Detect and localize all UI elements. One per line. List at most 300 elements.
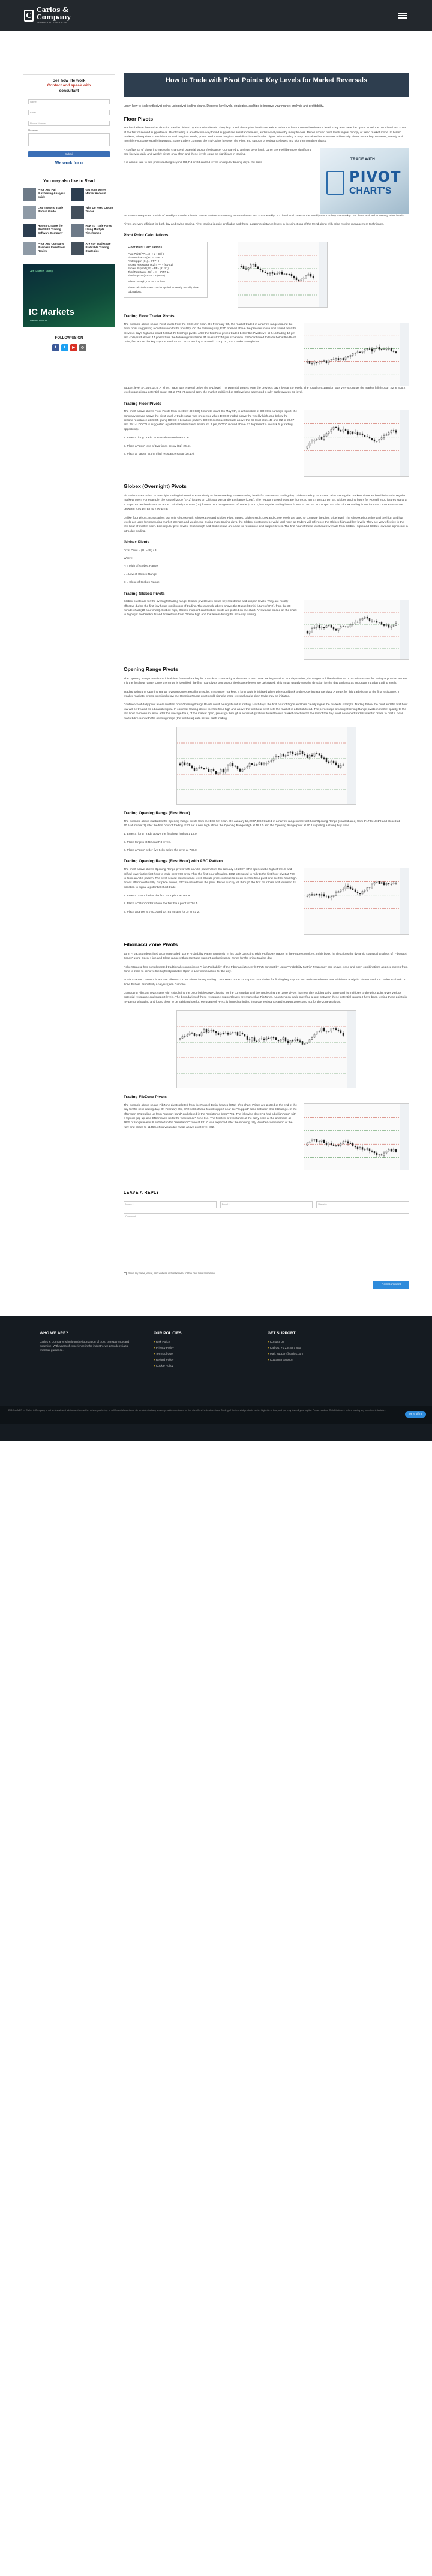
list-step: 1. Enter a "long" trade 3 cents above resistance at [124, 437, 189, 440]
candle-body [338, 628, 339, 631]
formula-line: Pivot Point = (H+L+C) / 3 [124, 549, 157, 552]
related-post-title[interactable]: Price And Company Business Investment Review [38, 242, 65, 252]
candle-body [237, 1033, 238, 1036]
paragraph: John F. Jackson described a concept called "Zone Probability Pattern Analysis" in his book Detecting High Profit Day Trades in the Futures Markets. In his book, he describes the dynamic statistical analysis of "Fibonacci Zones" using Open, High and Close range with percentage support and resistance zones for the prime trading day. [124, 952, 407, 961]
email-field[interactable]: Email [28, 110, 110, 115]
candle-body [191, 766, 193, 768]
candle-body [340, 627, 341, 628]
candle-body [331, 897, 332, 898]
image-charts-text: CHART'S [349, 185, 392, 196]
footer-link-label[interactable]: Privacy Policy [155, 1346, 174, 1350]
footer-link[interactable]: ▸ Customer Support [268, 1359, 293, 1362]
candle-body [267, 273, 268, 274]
candle-body [249, 763, 250, 766]
section-title: Pivot Point Calculations [124, 233, 169, 238]
candle-body [335, 893, 337, 895]
message-field[interactable] [28, 133, 110, 146]
price-chart-image [176, 1010, 356, 1088]
brand-line2: Company [37, 13, 71, 21]
candle-body [302, 751, 303, 754]
candle-body [345, 357, 346, 360]
chart-background [177, 1011, 356, 1088]
candle-body [326, 758, 327, 762]
paragraph: The chart above shows Floor Pivots from the Dow (DOCO) 5 minute chart. On May 9th, in anticipation of DOCO's earnings report, the company moved above the pivot level. A trade setup was presented when DOCO traded above the weekly high, and below the second resistance at 23.85 giving DOCO a breakout pattern. DOCO continued to trade above the S2 level at 24.49 and R2 at 23.97 and 25.14. DOCO is suggested a potential bullish trend. At around 2 pm, DOCO moved above R3 to present a low risk buy trading opportunity. [124, 410, 298, 431]
candle-body [391, 1149, 392, 1151]
candle-body [213, 1030, 214, 1032]
follow-us [23, 336, 115, 351]
list-step: 3. Place a "target" at the third resistance R3 at (26.17). [124, 452, 195, 456]
candle-body [321, 895, 322, 896]
candle-body [338, 765, 339, 768]
candle-body [220, 769, 221, 772]
candle-body [280, 1040, 281, 1041]
candle-body [357, 1147, 358, 1149]
candle-body [335, 427, 337, 428]
candle-body [376, 881, 377, 883]
footer-about [40, 1331, 130, 1371]
candle-body [191, 1033, 193, 1034]
paragraph: Traders believe the market direction can be divined by Floor Pivot levels. They buy or sell these pivot levels and exit at either the first or second resistance level. They also have the option to sell the pivot level and cover at the first or second support level. Pivot trading is an effective way to find support and resistance levels, and is widely used by many traders. Prices around pivot levels signal choppy or trend market mode. In bullish markets, when prices consolidate around the pivot levels, prices tend to see the pivot level direction and trader higher. Pivot trading is very neutral and most traders utilize daily Pivots for trading. However, weekly and monthly Pivots are equally important. Some traders compute the mid-points between the Pivot and support or resistance levels and plot them on their charts. [124, 127, 407, 143]
candle-body [319, 753, 320, 755]
candle-body [307, 1143, 308, 1145]
comment-textarea[interactable]: Comment [124, 1213, 409, 1268]
candle-body [256, 764, 257, 765]
candle-body [326, 1143, 327, 1145]
chart-background [304, 323, 409, 386]
phone-field[interactable]: Phone Number [28, 121, 110, 126]
candle-body [215, 1031, 217, 1033]
email-input[interactable]: Email * [220, 1201, 313, 1208]
price-chart-image [304, 410, 409, 477]
candle-body [326, 361, 327, 363]
save-info-label: Save my name, email, and website in this browser for the next time I comment. [128, 1272, 217, 1275]
candle-body [343, 889, 344, 890]
related-post[interactable] [23, 224, 68, 237]
candle-body [347, 1142, 349, 1143]
paragraph: Pivots are very efficient for both day and swing trading. Pivot trading is quite profitable and these support/resistance levels in the directions of the trend along with price moving management techniques. [124, 223, 385, 227]
candle-body [316, 894, 317, 895]
candle-body [196, 1035, 197, 1036]
candle-body [257, 267, 259, 269]
image-tagline: TRADE WITH [350, 157, 375, 161]
footer-link-label[interactable]: Cookie Policy [155, 1365, 173, 1368]
paragraph: Pit traders use Globex or overnight trading information extensively to determine key market trading levels for the current trading day. Globex trading hours start after the regular markets close and end before the regular markets open. For example, the Russell 2000 (ER2) futures on Chicago Mercantile Exchange (CME). The regular market hours are from 9:30 am ET to 4:15 pm ET. Globex trading hours for Russell 2000 futures starts at 4:30 pm ET and ends at 9:29 am ET. Similarly the Dow (DJ) futures on Chicago Board of Trade (CBOT), has regular trading hours from 9:20 am ET to 4:00 pm ET. The Globex trading hours for Dow DOW Futures are between 7:01 pm ET to 7:00 pm ET. [124, 495, 407, 511]
footer-link[interactable]: ▸ Privacy Policy [154, 1346, 174, 1350]
candle-body [223, 1033, 224, 1034]
price-axis [400, 868, 409, 935]
paragraph: Trading using the Opening Range pivot produces excellent results. In stronger markets, a long trade is initiated when prices pullback to the Opening Range pivot. A target for this trade is set at the first resistance. In weaker markets, prices crossing below the Opening Range pivot could signal a trend reversal and a short trade may be initiated. [124, 690, 400, 699]
candle-body [251, 763, 253, 765]
candle-body [287, 1041, 289, 1043]
candle-body [355, 432, 356, 434]
pivot-charts-image [320, 148, 409, 214]
candle-body [301, 279, 302, 281]
candle-body [391, 431, 392, 433]
candle-body [237, 766, 238, 769]
candle-body [364, 617, 365, 618]
ad-brand: IC Markets [29, 306, 74, 317]
candle-body [265, 272, 266, 273]
submit-button[interactable]: Submit [28, 151, 110, 157]
post-thumbnail [23, 206, 36, 219]
candle-body [293, 276, 295, 278]
candle-body [271, 760, 272, 761]
candle-body [335, 1145, 337, 1146]
candle-body [355, 890, 356, 892]
footer-link[interactable]: ▸ Risk Policy [154, 1340, 170, 1344]
related-post-title[interactable]: Learn Way to Trade Bitcoin Guide [38, 206, 64, 213]
candle-body [343, 429, 344, 432]
candle-body [239, 1033, 241, 1036]
candle-body [311, 1140, 313, 1142]
candle-body [350, 887, 351, 889]
chart-background [304, 868, 409, 935]
candle-body [328, 1031, 329, 1032]
candle-body [371, 438, 373, 440]
name-field[interactable]: Name [28, 99, 110, 104]
related-post-title[interactable]: How to Choose the Best BPS Trading Software Company [38, 224, 63, 234]
candle-body [386, 1151, 387, 1153]
candle-body [383, 1153, 385, 1155]
candle-body [259, 1039, 260, 1041]
reply-title: LEAVE A REPLY [124, 1190, 160, 1195]
candle-body [364, 435, 365, 437]
candle-body [359, 1147, 361, 1149]
candle-body [311, 755, 313, 756]
candle-body [311, 441, 313, 443]
section-title: Opening Range Pivots [124, 666, 178, 673]
candle-body [331, 626, 332, 628]
candle-body [340, 890, 341, 892]
candle-body [279, 272, 280, 273]
related-post-title[interactable]: How To Trade Forex Using Multiple Timeframes [85, 224, 112, 234]
instagram-icon[interactable]: ◎ [79, 344, 86, 351]
candle-body [369, 618, 370, 621]
candles-figure [304, 1104, 409, 1170]
candle-body [383, 624, 385, 625]
candle-body [395, 883, 397, 884]
candle-body [299, 1041, 301, 1042]
price-chart-image [176, 727, 356, 805]
candle-body [338, 358, 339, 360]
candle-body [350, 432, 351, 434]
candle-body [357, 352, 358, 353]
candle-body [326, 626, 327, 628]
candle-body [367, 349, 368, 350]
candle-body [319, 1141, 320, 1142]
candle-body [244, 768, 245, 769]
candle-body [381, 438, 382, 440]
candles-figure [304, 323, 409, 386]
related-post-title[interactable]: Are Pay Trades Are Profitable Trading Strategies [85, 242, 111, 252]
candle-body [179, 1039, 181, 1040]
candle-body [323, 437, 325, 440]
candle-body [388, 883, 389, 884]
candle-body [333, 761, 334, 763]
paragraph: Unlike floor pivots, most traders use only Globex High, Globex Low and Globex Pivot values. Globex High, Low and Close levels are used to compute the pivot price level. The Globex pivot value and the high and low levels are used for measuring market strength and weakness. During most trading days, the Globex pivots may be valid until noon as traders will reference the Globex high and low levels. They are very effective in the first hour of market open. Like regular pivot levels, Globex high and Globex lows are used for resistance and support levels. The first hour of these level and reversals from Globex Highs and Globex lows are significant in intra-day trading. [124, 516, 408, 533]
site-header [0, 0, 432, 31]
section-title: Globex Pivots [124, 540, 150, 544]
candle-body [189, 1033, 190, 1035]
footer-link[interactable]: ▸ Cookie Policy [154, 1365, 173, 1368]
paragraph: The chart above shows Opening Range pivots with an ABC pattern from On January 10,2007, ER2 opened at a high of 791.8 and drifted lower in the first hour to trade near 788 area. After the first hour of trading, ER2 attempted to rally to the first hour pivot at 790 to form an ABC pattern. The pivot served as resistance level. Should price continue to break the first hour pivot and the first hour high. Prices attempted to rally, but price moves, ER2 reversed from the pivot. Prices quickly fell through the first hour lows and reversed its direction to signal a potential short trade. [124, 868, 298, 889]
calc-line: First Resistance (R1) = 2*PP - L [128, 255, 164, 259]
hamburger-menu-icon[interactable] [397, 11, 408, 20]
candle-body [254, 1038, 255, 1041]
candle-body [310, 274, 311, 276]
list-step: 2. Place a "stop" loss of two times below (S2) 24.41. [124, 444, 192, 448]
candle-body [333, 427, 334, 429]
reply-fields [124, 1201, 409, 1208]
footer-link-label[interactable]: Contact Us [269, 1340, 284, 1344]
candle-body [307, 1042, 308, 1043]
candle-body [374, 1151, 375, 1153]
form-footer-text: We work for u [55, 161, 83, 166]
candle-body [223, 769, 224, 772]
footer-link[interactable]: ▸ Mail: support@carlos.com [268, 1352, 304, 1356]
section-title: Trading Opening Range (First Hour) with ABC Pattern [124, 859, 223, 864]
candle-body [273, 759, 274, 760]
paragraph: The Opening Range time is the initial time frame of trading for a stock or commodity at the start of each new trading session. For day traders, the range could be the first 15 or 30 minutes and for swing or position traders it is the first hour range. Once the range is identified, the first hour pivots plot support/resistance levels are calculated. This range usually sets the direction for the day and acts as important intraday trading levels. [124, 678, 407, 685]
candle-body [374, 883, 375, 884]
candle-body [391, 626, 392, 627]
candle-body [220, 1033, 221, 1035]
candle-body [314, 362, 315, 363]
ic-markets-ad[interactable] [23, 264, 115, 327]
candle-body [313, 276, 314, 278]
facebook-icon[interactable]: f [52, 344, 59, 351]
section-title: Floor Pivots [124, 115, 154, 122]
candle-body [289, 274, 290, 275]
candle-body [367, 617, 368, 618]
candle-body [328, 626, 329, 627]
candle-body [314, 440, 315, 442]
candle-body [253, 264, 254, 265]
candle-body [309, 755, 310, 758]
calc-line: Second Resistance (R2) = PP + (R1-S1) [128, 263, 173, 266]
reply-form [124, 1184, 409, 1289]
related-post[interactable] [71, 206, 116, 219]
candle-body [345, 429, 346, 431]
price-axis [400, 323, 409, 386]
candle-body [319, 362, 320, 363]
image-pivot-text: PIVOT [349, 168, 401, 185]
brand-line1: Carlos & [37, 5, 69, 14]
footer-link-label[interactable]: Terms of Use [155, 1352, 173, 1356]
form-title-line3: consultant [59, 88, 79, 93]
candle-body [340, 765, 341, 767]
save-info-row [124, 1272, 409, 1275]
footer-policies [154, 1331, 244, 1371]
candle-body [248, 268, 249, 270]
related-posts [23, 188, 115, 255]
candle-body [266, 1038, 267, 1040]
candle-body [388, 625, 389, 627]
footer-link[interactable]: ▸ Refund Policy [154, 1359, 174, 1362]
related-post[interactable] [23, 242, 68, 255]
brand-logo[interactable] [24, 7, 71, 25]
pivot-intro-row [124, 148, 409, 214]
related-post-title[interactable]: Why Do Need Crypto Trader [85, 206, 113, 213]
related-post[interactable] [71, 242, 116, 255]
footer-link-label[interactable]: Refund Policy [155, 1359, 174, 1362]
calc-line: Pivot Point (PP) = (H + L + C) / 3 [128, 252, 164, 255]
candle-body [369, 1149, 370, 1151]
related-post[interactable] [23, 206, 68, 219]
candle-body [263, 764, 265, 765]
candle-body [386, 883, 387, 885]
candle-body [256, 1041, 257, 1042]
candle-body [272, 272, 273, 273]
candle-body [386, 349, 387, 350]
price-axis [400, 1104, 409, 1170]
globex-row [124, 600, 409, 660]
candle-body [295, 1039, 296, 1041]
candle-body [328, 896, 329, 898]
chart-background [304, 410, 409, 477]
related-post[interactable] [71, 188, 116, 201]
candle-body [379, 881, 380, 884]
candle-body [340, 1031, 341, 1033]
price-axis [347, 727, 356, 805]
candle-body [309, 895, 310, 896]
candle-body [371, 884, 373, 887]
candle-body [283, 754, 284, 756]
candle-body [367, 1149, 368, 1150]
footer-link-label[interactable]: Risk Policy [155, 1340, 170, 1344]
footer-link-label[interactable]: Customer Support [269, 1359, 293, 1362]
candle-body [311, 895, 313, 896]
footer-heading: OUR POLICIES [154, 1331, 182, 1335]
candle-body [395, 624, 397, 626]
candle-body [309, 443, 310, 446]
footer-link[interactable]: ▸ Contact Us [268, 1340, 284, 1344]
candle-body [321, 1140, 322, 1141]
candle-body [242, 769, 243, 771]
twitter-icon[interactable]: t [61, 344, 68, 351]
footer-support [268, 1331, 358, 1371]
candle-body [196, 768, 197, 771]
candle-body [357, 432, 358, 435]
website-input[interactable]: Website [316, 1201, 409, 1208]
footer-link-label[interactable]: Mail: support@carlos.com [269, 1352, 304, 1356]
candle-body [285, 1038, 286, 1041]
candle-body [314, 894, 315, 895]
candle-body [281, 272, 283, 274]
article-title: How to Trade with Pivot Points: Key Levels for Market Reversals [124, 73, 409, 97]
candle-body [323, 1028, 325, 1031]
candle-body [321, 437, 322, 440]
disclaimer-text: DISCLAIMER — Carlos & Company is not an investment advisor and we neither advise you to buy or sell financial assets nor do we claim that any service provider mentioned on this site offers the best services. Trading of the financial products carries high risk of loss, and you may lose all your capital. Please read our Risk Disclosure before making any investment decision. [8, 1409, 386, 1412]
candle-body [311, 629, 313, 631]
candle-body [255, 264, 256, 267]
post-comment-button[interactable]: Post Comment [373, 1281, 409, 1289]
price-chart-image [304, 868, 409, 935]
candle-body [352, 353, 353, 355]
save-info-checkbox[interactable] [124, 1272, 127, 1275]
candle-body [333, 895, 334, 897]
candle-body [391, 884, 392, 885]
candle-body [328, 360, 329, 363]
candle-body [187, 1035, 188, 1036]
formula-line: C = Close of Globex Range [124, 581, 160, 585]
candle-body [241, 266, 242, 267]
form-title-line1: See how life work [52, 79, 86, 83]
candle-body [316, 753, 317, 754]
candle-body [374, 348, 375, 351]
candle-body [227, 1033, 229, 1035]
related-post[interactable] [71, 224, 116, 237]
candle-body [328, 762, 329, 763]
candle-body [376, 441, 377, 442]
social-links [23, 344, 115, 351]
candle-body [331, 359, 332, 360]
candle-body [388, 1149, 389, 1151]
candle-body [319, 894, 320, 895]
post-thumbnail [23, 224, 36, 237]
footer-link-label[interactable]: Call Us: +1 234 567 890 [269, 1346, 301, 1350]
candle-body [259, 763, 260, 765]
candle-body [355, 1146, 356, 1147]
candles-figure [177, 727, 356, 805]
candle-body [371, 1151, 373, 1152]
calc-row [124, 242, 409, 308]
related-post[interactable] [23, 188, 68, 201]
calc-heading: Floor Pivot Calculations [128, 246, 163, 250]
footer-text: Carlos & Company is built on the foundation of trust, transparency and expertise. With years of experience in the industry, we provide reliable financial guidance. [40, 1340, 130, 1352]
candle-body [244, 1034, 245, 1036]
youtube-icon[interactable]: ▶ [70, 344, 77, 351]
candles-figure [238, 242, 328, 308]
candle-body [335, 629, 337, 630]
candle-body [261, 763, 262, 765]
paragraph: It is almost rare to see price reaching beyond R3, R4 or S3 and S4 levels on regular trading days. If it does [124, 161, 262, 165]
candle-body [364, 1149, 365, 1150]
candle-body [242, 1033, 243, 1034]
related-post-title[interactable]: Price And Pair Purchasing Analysis guide [38, 188, 65, 198]
footer-heading: WHO WE ARE? [40, 1331, 68, 1335]
name-input[interactable]: Name * [124, 1201, 217, 1208]
candle-body [323, 895, 325, 896]
candle-body [393, 351, 394, 352]
footer-link[interactable]: ▸ Call Us: +1 234 567 890 [268, 1346, 301, 1350]
footer-link[interactable]: ▸ Terms of Use [154, 1352, 173, 1356]
disclaimer [0, 1406, 432, 1424]
site-footer [0, 1316, 432, 1441]
brand-subtitle: FINANCIAL SERVICES [37, 21, 68, 25]
candle-body [309, 361, 310, 363]
candle-body [268, 762, 269, 763]
chat-widget-button[interactable]: We're offline [405, 1411, 426, 1417]
candle-body [362, 892, 363, 895]
floor-trader-row [124, 323, 409, 386]
candle-body [290, 1041, 291, 1043]
candle-body [395, 351, 397, 352]
candle-body [316, 1031, 317, 1035]
candle-body [362, 434, 363, 435]
candle-body [393, 1149, 394, 1151]
candle-body [308, 274, 309, 276]
related-heading: You may also like to Read [43, 179, 95, 183]
candle-body [266, 763, 267, 764]
candle-body [277, 273, 278, 275]
related-post-title[interactable]: Get Your Money Market Account [85, 188, 107, 195]
candle-body [247, 767, 248, 768]
paragraph: The example above shows FibZone pivots plotted from the Russell Emini futures (ER2) 5/15 chart. Prices are plotted at the end of the day for the next trading day. On February 8th, ER2 sold-off and found support near the "Support" band between 8 to 882 range. In the afternoon ER2 rallied up from "support band" and closed in the "resistance band" 791. The following day ER2 had a bullish "gap" with a 9 point gap up, and ER2 moved up to the "resistance" zone 811. The first test of resistance at the early price at the afternoon at 1675 of range level is 8 suffered in the "resistance" zone at 831.0 was expected after the morning rally. Another continuation of the rally and prices to 1136% of previous day range above pivot level 822. [124, 1103, 297, 1129]
footer-heading: GET SUPPORT [268, 1331, 296, 1335]
candle-body [376, 621, 377, 622]
candle-body [194, 768, 195, 771]
